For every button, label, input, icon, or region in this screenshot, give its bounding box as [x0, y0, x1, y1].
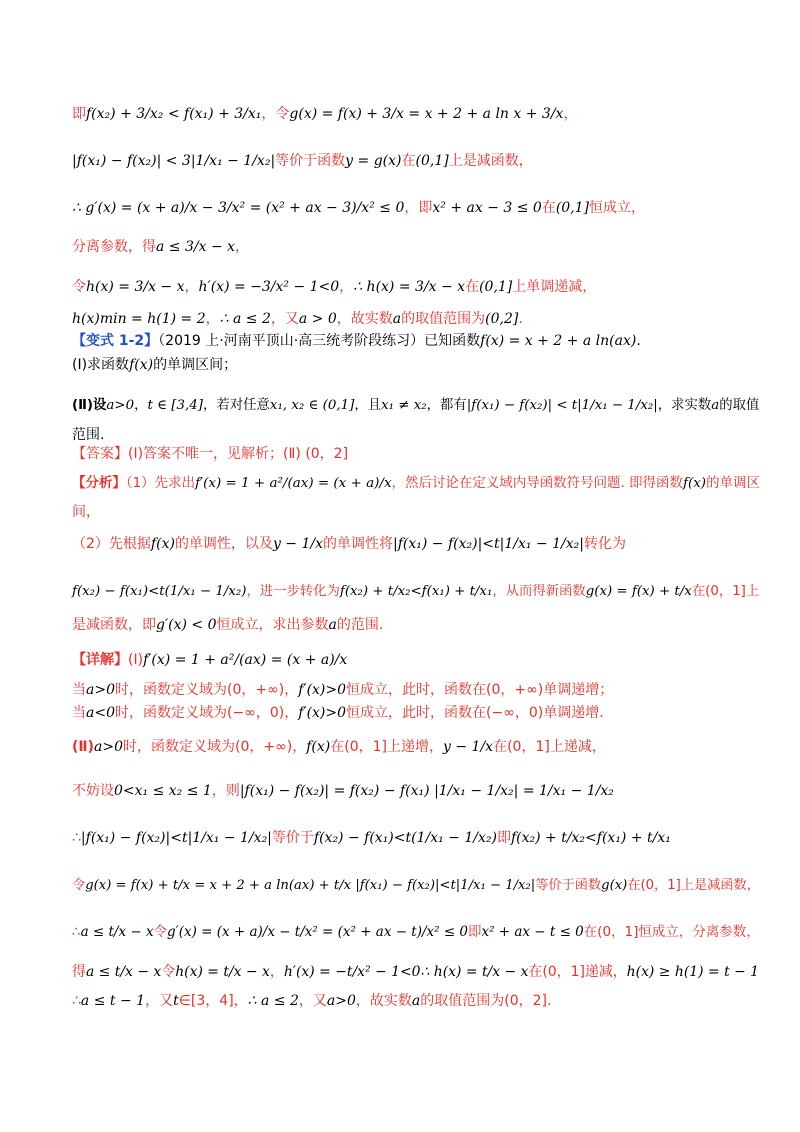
- text-segment: ，若对任意: [203, 398, 270, 413]
- text-segment: 的取值范围为(0，2].: [420, 993, 552, 1009]
- text-segment: ，则: [211, 783, 240, 799]
- text-segment: ，: [184, 279, 199, 295]
- text-segment: 等价于函数: [275, 153, 346, 169]
- text-segment: ，: [134, 398, 148, 413]
- text-segment: 时，函数定义域为(0，+∞)，: [114, 682, 299, 698]
- text-line: [72, 472, 760, 494]
- math-expression: |f(x₁) − f(x₂)|<t|1/x₁ − 1/x₂|: [80, 830, 272, 846]
- text-segment: 的单调性，以及: [174, 536, 273, 552]
- math-expression: a<0: [86, 705, 115, 721]
- text-segment: (Ⅱ): [72, 739, 95, 755]
- text-segment: 在: [541, 200, 556, 216]
- text-segment: 是减函数，即: [72, 617, 156, 633]
- math-expression: g(x) = f(x) + 3/x = x + 2 + a ln x + 3/x: [289, 106, 564, 122]
- math-expression: g(x) = f(x) + t/x = x + 2 + a ln(ax) + t/x: [85, 878, 352, 893]
- text-segment: ，故实数: [355, 993, 412, 1009]
- text-segment: （2019 上·河南平顶山·高三统考阶段练习）已知函数: [158, 333, 481, 349]
- math-expression: a>0: [86, 682, 115, 698]
- text-segment: ∈[3，4]，: [178, 993, 248, 1009]
- text-line: [72, 827, 740, 849]
- text-line: [72, 649, 740, 671]
- text-segment: 的单调区: [706, 475, 760, 491]
- text-segment: ，令: [261, 106, 290, 122]
- text-segment: .: [518, 311, 523, 327]
- math-expression: |f(x₁) − f(x₂)|<t|1/x₁ − 1/x₂|: [393, 536, 584, 552]
- text-segment: 的取值范围为: [401, 311, 486, 327]
- math-expression: |f(x₁) − f(x₂)|<t|1/x₁ − 1/x₂|: [355, 878, 536, 893]
- text-segment: 令: [72, 878, 86, 893]
- math-expression: 0<x₁ ≤ x₂ ≤ 1: [114, 783, 212, 799]
- text-segment: ，又: [145, 993, 174, 1009]
- math-expression: a>0: [326, 993, 356, 1009]
- math-expression: |f(x₁) − f(x₂)| < t|1/x₁ − 1/x₂|: [466, 398, 658, 413]
- text-segment: ，从而得新函数: [492, 584, 586, 599]
- text-segment: 在(0，1]递减，: [528, 964, 627, 980]
- text-segment: (Ⅰ): [128, 652, 144, 668]
- text-line: [72, 395, 760, 417]
- text-segment: 即: [72, 106, 86, 122]
- text-segment: 分离参数，得: [72, 239, 156, 255]
- text-segment: 即: [467, 924, 482, 940]
- text-line: [72, 961, 760, 983]
- text-segment: ，进一步转化为: [246, 584, 340, 599]
- math-expression: f(x₂) + 3/x₂ < f(x₁) + 3/x₁: [86, 106, 262, 122]
- text-line: [72, 780, 740, 802]
- math-expression: a: [328, 617, 337, 633]
- text-segment: 在(0，1]上递减，: [493, 739, 606, 755]
- text-segment: 时，函数定义域为(−∞，0)，: [114, 705, 299, 721]
- text-segment: ，都有: [426, 398, 467, 413]
- text-segment: 转化为: [583, 536, 626, 552]
- text-segment: 得: [72, 964, 86, 980]
- math-expression: (0,1]: [479, 279, 513, 295]
- math-expression: t: [173, 993, 179, 1009]
- text-line: [72, 443, 740, 465]
- text-line: [72, 330, 740, 352]
- text-segment: 时，函数定义域为(0，+∞)，: [123, 739, 307, 755]
- math-expression: x₁, x₂ ∈ (0,1]: [269, 398, 355, 413]
- math-expression: |1/x₁ − 1/x₂| = 1/x₁ − 1/x₂: [434, 783, 614, 799]
- text-line: [72, 875, 760, 897]
- text-segment: 恒成立，求出参数: [216, 617, 329, 633]
- text-segment: 在: [465, 279, 480, 295]
- text-segment: 的单调区间；: [153, 357, 238, 373]
- text-segment: 恒成立，此时，函数在(−∞，0)单调递增.: [346, 705, 604, 721]
- math-expression: f(x₂) + t/x₂<f(x₁) + t/x₁: [510, 830, 671, 846]
- text-segment: 在(0，1]上是减函数，: [627, 878, 760, 893]
- math-expression: t ∈ [3,4]: [147, 398, 204, 413]
- text-segment: 当: [72, 682, 86, 698]
- math-expression: ∴ h(x) = 3/x − x: [353, 279, 466, 295]
- math-expression: a>0: [106, 398, 135, 413]
- math-expression: y − 1/x: [443, 739, 494, 755]
- text-line: [72, 197, 740, 219]
- text-segment: 即: [496, 830, 511, 846]
- text-line: [72, 236, 740, 258]
- text-segment: 等价于: [271, 830, 314, 846]
- math-expression: a: [392, 311, 402, 327]
- math-expression: h(x) ≥ h(1) = t − 1: [626, 964, 760, 980]
- math-expression: h(x)min = h(1) = 2: [72, 311, 206, 327]
- math-expression: |f(x₁) − f(x₂)| = f(x₂) − f(x₁): [239, 783, 430, 799]
- text-segment: 在(0，1]恒成立，分离参数，: [583, 924, 760, 940]
- text-segment: .: [636, 333, 641, 349]
- text-segment: 上单调递减，: [512, 279, 597, 295]
- math-expression: f(x₂) − f(x₁)<t(1/x₁ − 1/x₂): [72, 584, 247, 599]
- math-expression: (0,2]: [485, 311, 519, 327]
- text-line: [72, 533, 740, 555]
- text-segment: ，: [339, 279, 354, 295]
- math-expression: g(x): [601, 878, 628, 893]
- math-expression: y = g(x): [345, 153, 402, 169]
- text-segment: 【详解】: [72, 652, 128, 668]
- text-segment: 【分析】: [72, 475, 126, 491]
- math-expression: f(x): [150, 536, 175, 552]
- math-expression: f(x₂) − f(x₁)<t(1/x₁ − 1/x₂): [313, 830, 497, 846]
- math-expression: a: [411, 993, 421, 1009]
- text-segment: ，然后讨论在定义域内导函数符号问题. 即得函数: [391, 475, 683, 491]
- math-expression: f′(x)>0: [298, 705, 347, 721]
- text-segment: ，求实数: [657, 398, 712, 413]
- text-segment: 【变式 1-2】: [72, 333, 159, 349]
- text-segment: (Ⅱ)设: [72, 398, 107, 413]
- text-line: [72, 150, 740, 172]
- math-expression: f(x): [682, 475, 707, 491]
- math-expression: a ≤ t − 1: [80, 993, 146, 1009]
- math-expression: a: [711, 398, 720, 413]
- math-expression: h′(x) = −3/x² − 1<0: [198, 279, 340, 295]
- text-line: [72, 921, 760, 943]
- math-expression: a>0: [94, 739, 124, 755]
- math-expression: ∴ h(x) = t/x − x: [420, 964, 529, 980]
- math-expression: f′(x)>0: [298, 682, 347, 698]
- text-segment: 间，: [72, 504, 100, 520]
- text-segment: （2）先根据: [72, 536, 151, 552]
- math-expression: h(x) = 3/x − x: [86, 279, 185, 295]
- math-expression: h′(x) = −t/x² − 1<0: [283, 964, 421, 980]
- text-line: [72, 702, 740, 724]
- text-segment: ，: [563, 106, 578, 122]
- text-segment: ，: [235, 239, 250, 255]
- math-expression: f′(x) = 1 + a²/(ax) = (x + a)/x: [195, 475, 392, 491]
- math-expression: f(x) = x + 2 + a ln(ax): [480, 333, 637, 349]
- text-line: [72, 736, 740, 758]
- math-expression: |f(x₁) − f(x₂)| < 3|1/x₁ − 1/x₂|: [72, 153, 276, 169]
- text-segment: ，又: [270, 311, 299, 327]
- math-expression: f(x): [129, 357, 154, 373]
- text-segment: 的取值: [719, 398, 760, 413]
- text-segment: ∴: [72, 830, 81, 846]
- text-segment: 【答案】(Ⅰ)答案不唯一，见解析；(Ⅱ) (0，2]: [72, 446, 349, 462]
- text-segment: 恒成立，: [589, 200, 646, 216]
- text-segment: ，: [205, 311, 220, 327]
- text-segment: ，且: [354, 398, 382, 413]
- text-segment: 恒成立，此时，函数在(0，+∞)单调递增；: [346, 682, 614, 698]
- text-line: [72, 990, 740, 1012]
- math-expression: ∴ g′(x) = (x + a)/x − 3/x² = (x² + ax − 3)/x² ≤ 0: [72, 200, 405, 216]
- text-segment: 的范围.: [336, 617, 384, 633]
- text-segment: ，又: [298, 993, 327, 1009]
- text-line: [72, 581, 760, 603]
- text-segment: 等价于函数: [535, 878, 602, 893]
- math-expression: (0,1]: [555, 200, 590, 216]
- math-expression: g′(x) = (x + a)/x − t/x² = (x² + ax − t)/x² ≤ 0: [167, 924, 468, 940]
- text-segment: 令: [72, 279, 86, 295]
- text-segment: 令: [161, 964, 176, 980]
- math-expression: a ≤ 3/x − x: [156, 239, 236, 255]
- text-segment: ，故实数: [336, 311, 393, 327]
- text-line: [72, 614, 740, 636]
- math-expression: ∴ a ≤ 2: [219, 311, 271, 327]
- math-expression: g′(x) < 0: [156, 617, 217, 633]
- math-expression: x² + ax − 3 ≤ 0: [432, 200, 542, 216]
- text-segment: (Ⅰ)求函数: [72, 357, 130, 373]
- text-segment: ，: [269, 964, 284, 980]
- math-expression: h(x) = t/x − x: [175, 964, 270, 980]
- math-expression: y − 1/x: [272, 536, 323, 552]
- text-segment: 在: [401, 153, 416, 169]
- text-line: [72, 103, 740, 125]
- text-segment: 在(0，1]上: [691, 584, 760, 599]
- math-expression: a ≤ t/x − x: [85, 964, 162, 980]
- text-line: [72, 308, 740, 330]
- text-line: [72, 276, 740, 298]
- math-expression: x² + ax − t ≤ 0: [481, 924, 584, 940]
- math-expression: g(x) = f(x) + t/x: [585, 584, 692, 599]
- math-expression: a > 0: [298, 311, 337, 327]
- math-expression: f(x): [306, 739, 331, 755]
- text-segment: ∴: [72, 924, 81, 940]
- text-segment: 在(0，1]上递增，: [330, 739, 444, 755]
- text-line: [72, 501, 740, 523]
- text-segment: 范围.: [72, 427, 105, 443]
- text-segment: 上是减函数，: [448, 153, 533, 169]
- text-segment: 不妨设: [72, 783, 114, 799]
- text-segment: （1）先求出: [125, 475, 196, 491]
- text-segment: ，即: [404, 200, 433, 216]
- math-expression: f(x₂) + t/x₂<f(x₁) + t/x₁: [339, 584, 493, 599]
- math-expression: a ≤ t/x − x: [80, 924, 154, 940]
- math-expression: f′(x) = 1 + a²/(ax) = (x + a)/x: [143, 652, 348, 668]
- math-expression: (0,1]: [415, 153, 449, 169]
- text-segment: 令: [153, 924, 168, 940]
- text-segment: 当: [72, 705, 86, 721]
- math-expression: ∴ a ≤ 2: [247, 993, 299, 1009]
- text-segment: ∴: [72, 993, 81, 1009]
- math-expression: x₁ ≠ x₂: [381, 398, 427, 413]
- text-segment: 的单调性将: [323, 536, 393, 552]
- text-line: [72, 354, 740, 376]
- text-line: [72, 679, 740, 701]
